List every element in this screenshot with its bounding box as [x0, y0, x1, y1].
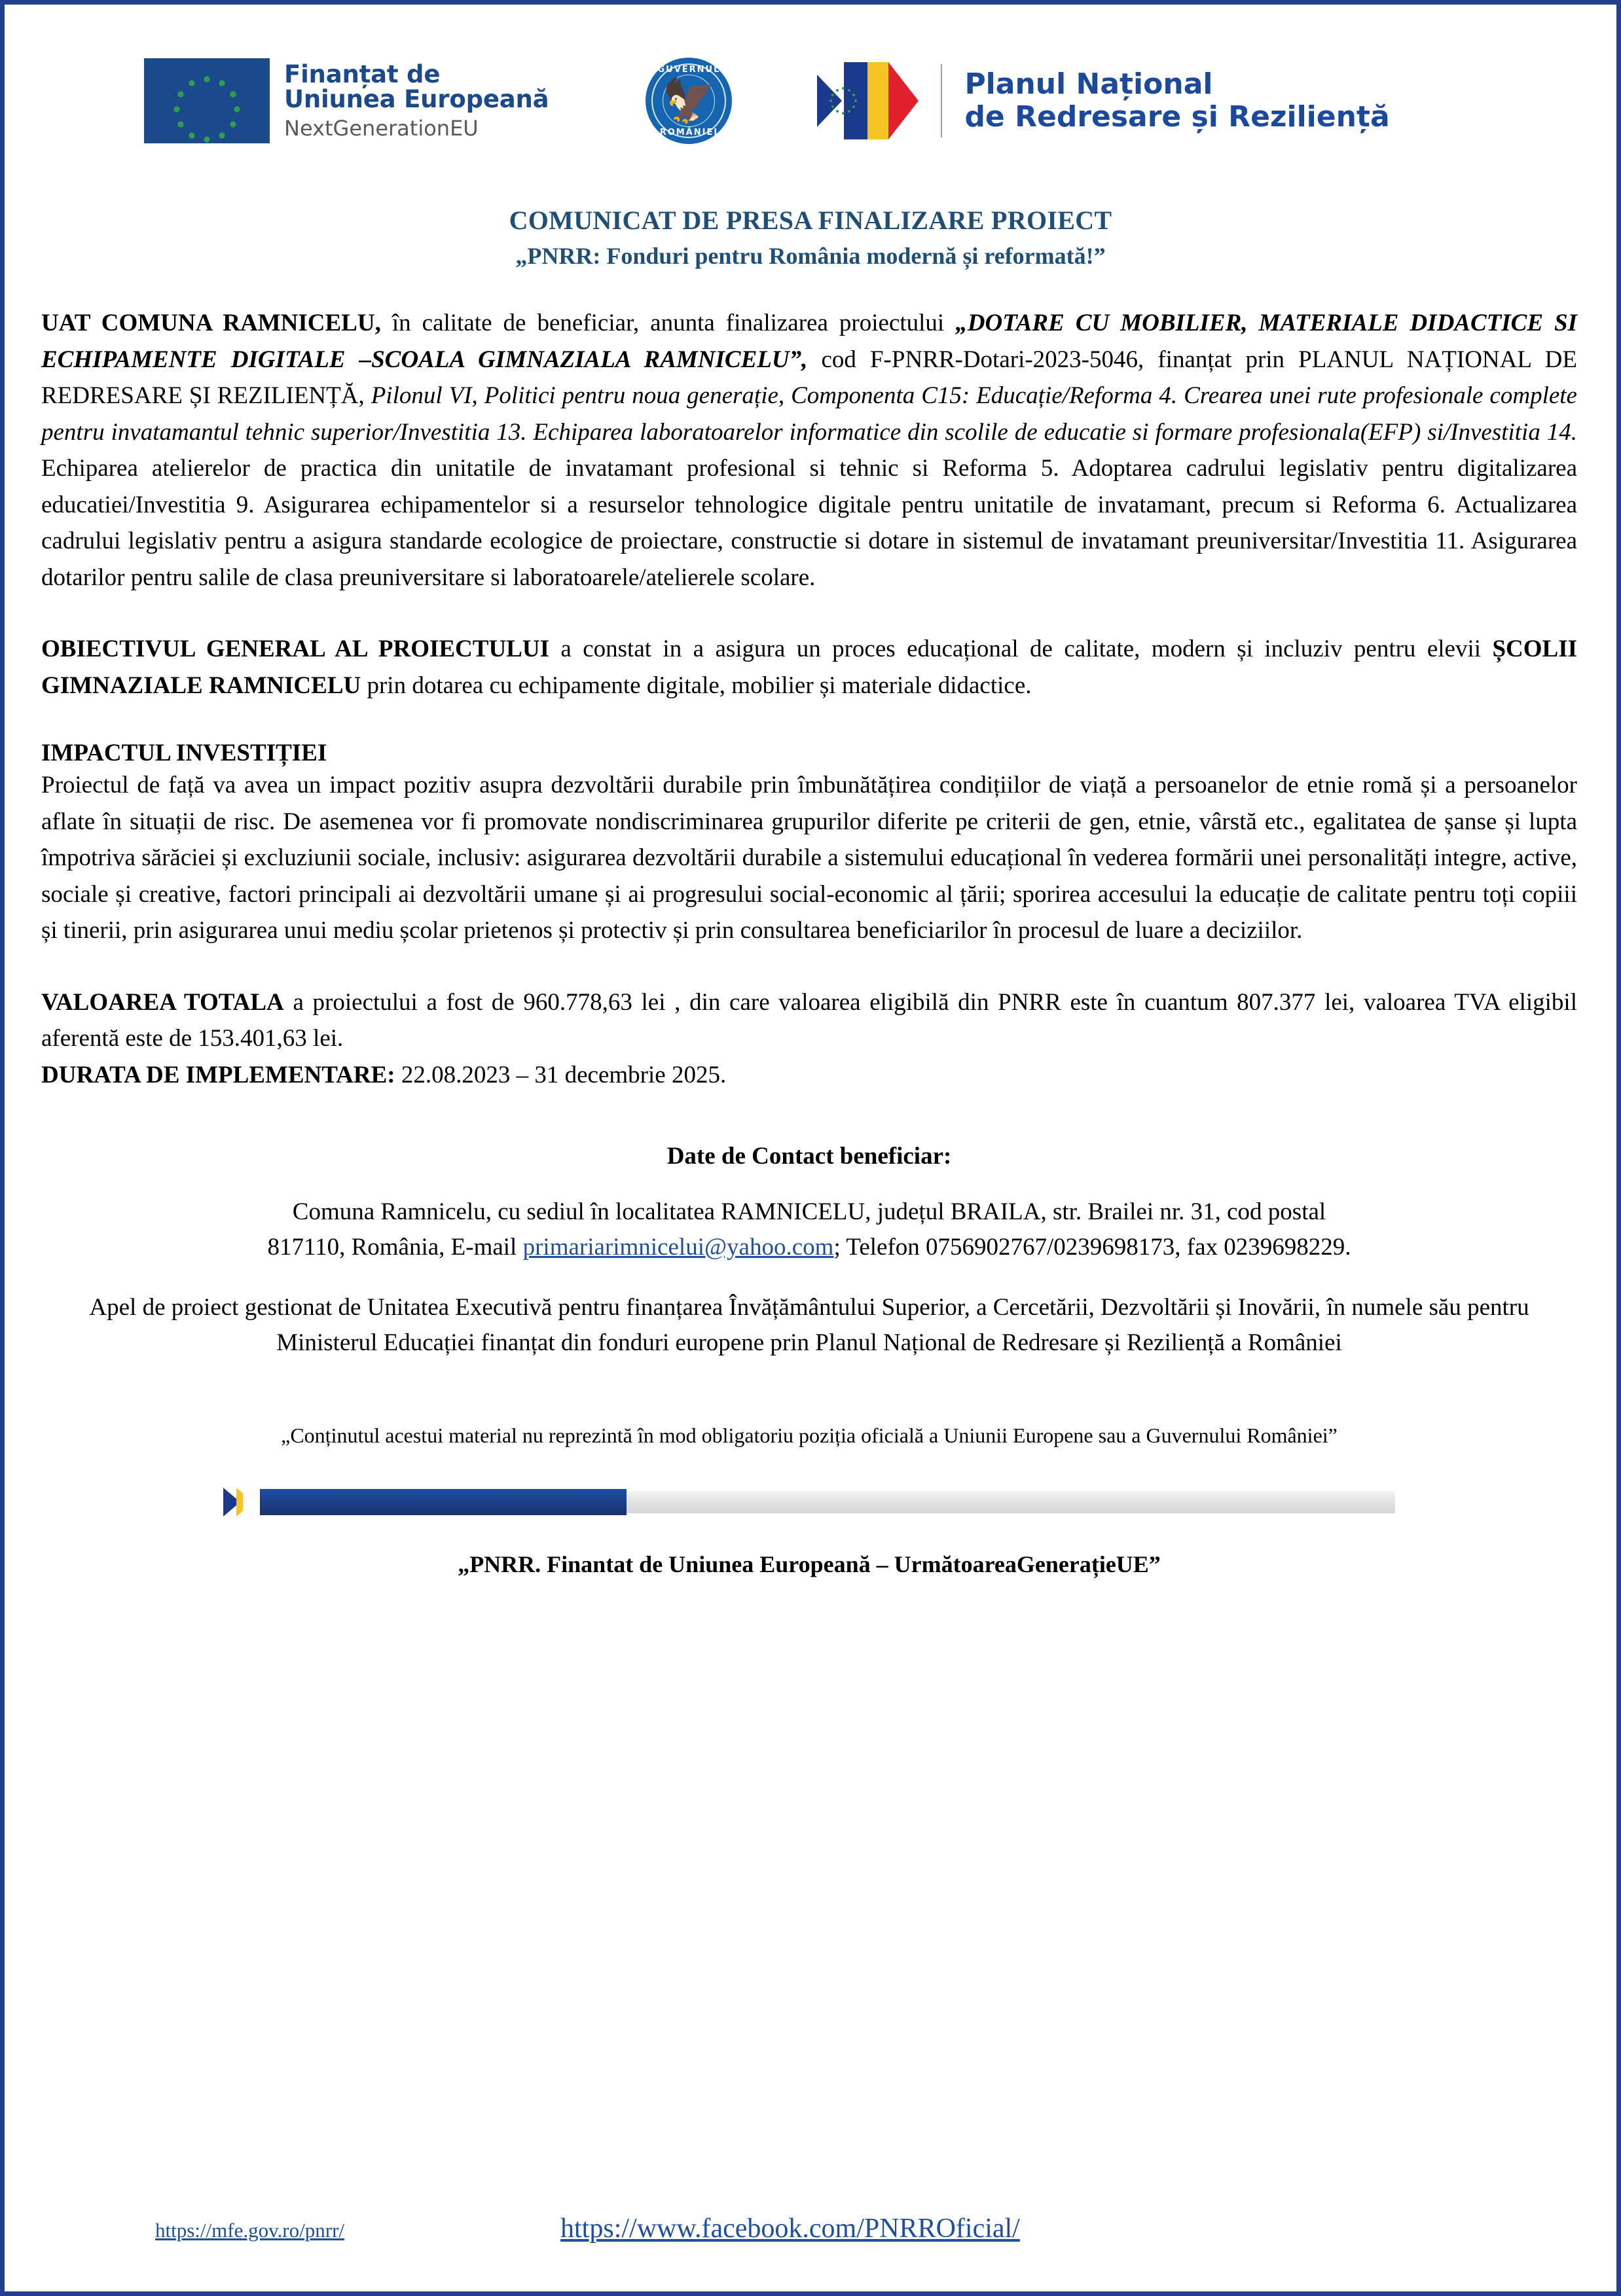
school-name: ȘCOLII GIMNAZIALE RAMNICELU	[41, 636, 1577, 699]
paragraph-impact: Proiectul de față va avea un impact pozitiv asupra dezvoltării durabile prin îmbunătățirea condițiilor de viață a persoanelor de etnie romă și a persoanelor aflate în situații de risc. De asemenea vor fi promovate nondiscriminarea grupurilor diferite pe criterii de gen, etnie, vârstă etc., egalitatea de șanse și lupta împotriva sărăciei și excluziunii sociale, inclusiv: asigurarea dezvoltării durabile a sistemului educațional în vederea formării unei personalități integre, active, sociale și creative, factori principali ai dezvoltării umane și ai progresului social-economic al țării; sporirea accesului la educație de calitate pentru toți copiii și tinerii, prin asigurarea unui mediu școlar prietenos și protectiv și prin consultarea beneficiarilor în procesul de luare a deciziilor.	[41, 772, 1577, 944]
eu-logo-text	[284, 62, 549, 139]
government-seal-icon	[646, 58, 732, 144]
pnrr-logo-text	[964, 68, 1389, 134]
decorative-flag-bar-wrap	[41, 1488, 1577, 1516]
intro-pillar-text: Pilonul VI, Politici pentru noua generație, Componenta C15: Educație/Reforma 4. Crearea unei rute profesionale complete pentru invatamantul tehnic superior/Investitia 13. Echiparea laboratoarelor informatice din scolile de educatie si formare profesionala(EFP) si/Investitia 14.	[41, 382, 1577, 446]
pnrr-chevron-icon	[817, 62, 919, 139]
page-title: COMUNICAT DE PRESA FINALIZARE PROIECT	[509, 206, 1112, 235]
intro-text-1: în calitate de beneficiar, anunta finalizarea proiectului	[380, 310, 956, 336]
disclaimer-note: „Conținutul acestui material nu reprezintă în mod obligatoriu poziția oficială a Uniunii Europene sau a Guvernului României”	[281, 1424, 1338, 1448]
intro-text-2: cod F-PNRR-Dotari-2023-5046, finanțat prin PLANUL NAȚIONAL DE REDRESARE ȘI REZILIENȚĂ,	[41, 346, 1578, 409]
objective-text-2: prin dotarea cu echipamente digitale, mobilier și materiale didactice.	[361, 672, 1032, 699]
footer-link-mfe[interactable]: https://mfe.gov.ro/pnrr/	[155, 2219, 345, 2242]
eu-logo-line2: Uniunea Europeană	[284, 85, 549, 114]
duration-value: 22.08.2023 – 31 decembrie 2025.	[395, 1061, 727, 1088]
eu-flag-icon	[144, 58, 270, 143]
page-subtitle: „PNRR: Fonduri pentru România modernă și reformată!”	[515, 243, 1106, 269]
objective-text-1: a constat in a asigura un proces educațional de calitate, modern și incluziv pentru elevii	[549, 636, 1493, 662]
document-body	[41, 305, 1577, 1578]
flagbar-grey-segment	[627, 1491, 1395, 1513]
flag-band-yellow	[867, 62, 888, 139]
page-inner	[5, 5, 1616, 2291]
call-for-projects-note: Apel de proiect gestionat de Unitatea Executivă pentru finanțarea Învățământului Superior, a Cercetării, Dezvoltării și Inovării, în numele său pentru Ministerul Educației finanțat din fonduri europene prin Planul Național de Redresare și Reziliență a României	[89, 1294, 1529, 1357]
duration-label: DURATA DE IMPLEMENTARE:	[41, 1061, 395, 1088]
beneficiary-name: UAT COMUNA RAMNICELU,	[41, 310, 381, 336]
logo-header-band	[29, 27, 1592, 158]
paragraph-intro	[41, 305, 1577, 596]
value-label: VALOAREA TOTALA	[41, 988, 284, 1016]
eu-stars-icon	[144, 58, 270, 143]
document-title-block	[29, 205, 1592, 270]
impact-heading: IMPACTUL INVESTIȚIEI	[41, 740, 327, 766]
flag-band-blue	[844, 62, 867, 139]
intro-text-3: Echiparea atelierelor de practica din unitatile de invatamant profesional si tehnic si Reforma 5. Adoptarea cadrului legislativ pentru digitalizarea educatiei/Investitia 9. Asigurarea echipamentelor si a resurselor tehnologice digitale pentru unitatile de invatamant, precum si Reforma 6. Actualizarea cadrului legislativ pentru a asigura standarde ecologice de proiectare, constructie si dotare in sistemul de invatamant preuniversitar/Investitia 11. Asigurarea dotarilor pentru salile de clasa preuniversitare si laboratoarele/atelierele scolare.	[41, 455, 1577, 591]
footer	[5, 2213, 1616, 2244]
pnrr-logo-line2: de Redresare și Reziliență	[964, 100, 1390, 134]
contact-details	[41, 1194, 1577, 1265]
paragraph-duration	[41, 1057, 1577, 1094]
eu-logo-line1: Finanțat de	[284, 60, 441, 88]
pnrr-caption: „PNRR. Finantat de Uniunea Europeană – UrmătoareaGenerațieUE”	[458, 1551, 1161, 1577]
contact-line-2-post: ; Telefon 0756902767/0239698173, fax 0239698229.	[833, 1234, 1351, 1261]
contact-line-2-pre: 817110, România, E-mail	[267, 1234, 523, 1261]
paragraph-objective	[41, 631, 1577, 704]
pnrr-logo-divider	[941, 64, 942, 137]
seal-arc-bottom-label: ROMÂNIEI	[659, 128, 719, 137]
eu-funding-logo	[144, 58, 549, 143]
pnrr-logo-line1: Planul Național	[964, 67, 1213, 101]
eu-logo-line3: NextGenerationEU	[284, 115, 479, 141]
footer-link-facebook[interactable]: https://www.facebook.com/PNRROficial/	[560, 2214, 1020, 2244]
project-name: „DOTARE CU MOBILIER, MATERIALE DIDACTICE SI ECHIPAMENTE DIGITALE –SCOALA GIMNAZIALA RAMNICELU”,	[41, 310, 1578, 373]
flagbar-blue-segment	[260, 1489, 627, 1515]
contact-line-2	[41, 1230, 1577, 1265]
contact-email-link[interactable]: primariarimnicelui@yahoo.com	[522, 1234, 834, 1261]
flag-band-red-triangle	[888, 62, 919, 139]
government-of-romania-logo	[646, 58, 732, 144]
eu-stars-mini-icon	[826, 83, 861, 118]
flagbar-chevron-white-icon	[243, 1488, 260, 1516]
decorative-flag-bar	[223, 1488, 1395, 1516]
objective-label: OBIECTIVUL GENERAL AL PROIECTULUI	[41, 636, 549, 662]
contact-heading: Date de Contact beneficiar:	[666, 1143, 952, 1170]
pnrr-flag-icon	[844, 62, 919, 139]
eagle-icon: 🦅	[662, 75, 716, 126]
paragraph-value	[41, 984, 1577, 1057]
seal-arc-top-label: GUVERNUL	[657, 65, 721, 75]
value-text: a proiectului a fost de 960.778,63 lei , din care valoarea eligibilă din PNRR este în cuantum 807.377 lei, valoarea TVA eligibil aferentă este de 153.401,63 lei.	[41, 988, 1577, 1052]
contact-line-1: Comuna Ramnicelu, cu sediul în localitatea RAMNICELU, județul BRAILA, str. Brailei nr. 31, cod postal	[292, 1198, 1326, 1225]
pnrr-logo	[817, 62, 1389, 139]
